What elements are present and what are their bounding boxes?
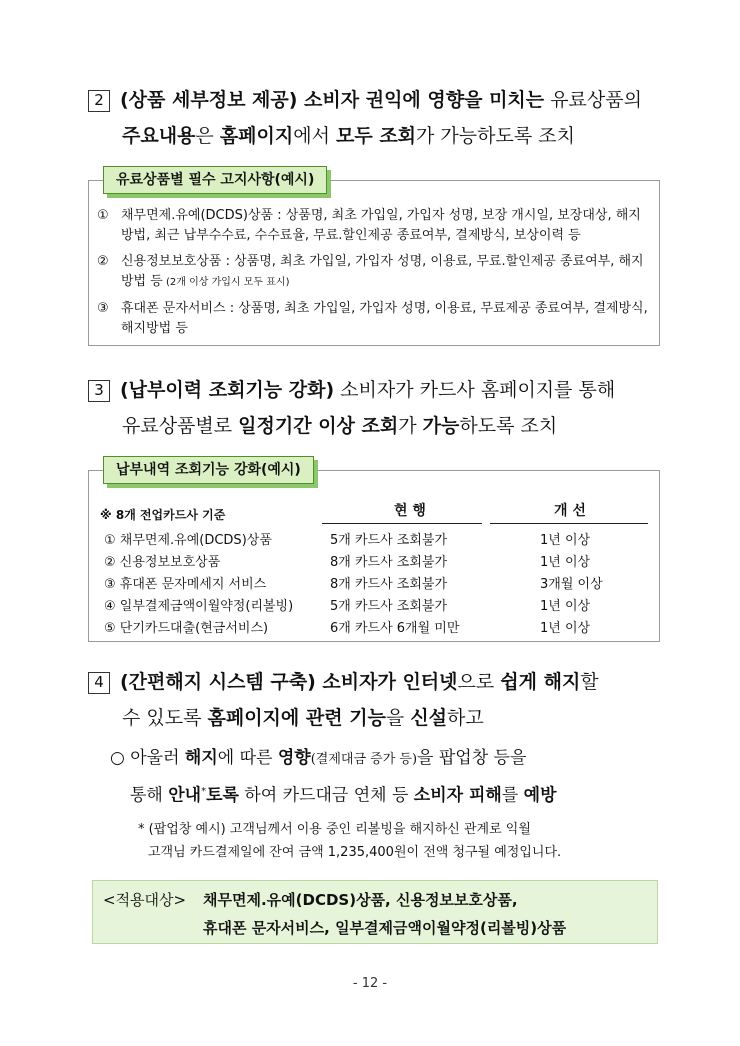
table-row-improved: 1년 이상: [540, 599, 591, 614]
table-row-current: 5개 카드사 조회불가: [330, 533, 447, 548]
list-item: ① 채무면제.유예(DCDS)상품 : 상품명, 최초 가입일, 가입자 성명, 보장 개시일, 보장대상, 해지방법, 최근 납부수수료, 수수료율, 무료.할인제공 종료여부, 결제방식, 보상이력 등: [97, 208, 641, 243]
table-note: ※ 8개 전업카드사 기준: [100, 508, 226, 522]
section-number-4: 4: [88, 672, 110, 694]
table-row-current: 5개 카드사 조회불가: [330, 599, 447, 614]
section-3-line-2: 유료상품별로 일정기간 이상 조회가 가능하도록 조치: [122, 415, 558, 437]
apply-label: <적용대상>: [103, 891, 187, 909]
section-4-title: (간편해지 시스템 구축): [120, 671, 316, 693]
section-2-heading: 2 (상품 세부정보 제공) 소비자 권익에 영향을 미치는 유료상품의 주요내용은 홈페이지에서 모두 조회가 가능하도록 조치: [88, 82, 668, 154]
notice-items-tag: 유료상품별 필수 고지사항(예시): [103, 166, 327, 194]
bullet-paragraph: ○ 아울러 해지에 따른 영향(결제대금 증가 등)을 팝업창 등을 통해 안내*토록 하여 카드대금 연체 등 소비자 피해를 예방: [110, 748, 557, 806]
table-row-improved: 1년 이상: [540, 621, 591, 636]
table-row-improved: 3개월 이상: [540, 577, 603, 592]
section-4-line-2: 수 있도록 홈페이지에 관련 기능을 신설하고: [122, 707, 484, 729]
table-row-current: 6개 카드사 6개월 미만: [330, 621, 460, 636]
payment-history-table: [100, 500, 660, 640]
table-row-name: ⑤ 단기카드대출(현금서비스): [104, 621, 269, 636]
table-row-current: 8개 카드사 조회불가: [330, 555, 447, 570]
list-item: ③ 휴대폰 문자서비스 : 상품명, 최초 가입일, 가입자 성명, 이용료, 무료제공 종료여부, 결제방식, 해지방법 등: [97, 301, 648, 336]
table-row-name: ② 신용정보보호상품: [104, 555, 221, 570]
section-2-title: (상품 세부정보 제공): [120, 89, 298, 111]
section-4-heading: 4 (간편해지 시스템 구축) 소비자가 인터넷으로 쉽게 해지할 수 있도록 홈페이지에 관련 기능을 신설하고: [88, 664, 668, 736]
table-row-name: ④ 일부결제금액이월약정(리볼빙): [104, 599, 294, 614]
section-3-heading: 3 (납부이력 조회기능 강화) 소비자가 카드사 홈페이지를 통해 유료상품별로 일정기간 이상 조회가 가능하도록 조치: [88, 372, 668, 444]
list-item: ② 신용정보보호상품 : 상품명, 최초 가입일, 가입자 성명, 이용료, 무료.할인제공 종료여부, 해지방법 등 (2개 이상 가입시 모두 표시): [97, 254, 644, 289]
table-row-improved: 1년 이상: [540, 533, 591, 548]
bullet-mark: ○: [110, 748, 125, 768]
section-number-2: 2: [88, 90, 110, 112]
column-header-current: 현 행: [394, 503, 426, 519]
section-3-title: (납부이력 조회기능 강화): [120, 379, 335, 401]
column-header-improved: 개 선: [554, 503, 586, 519]
table-row-improved: 1년 이상: [540, 555, 591, 570]
payment-history-tag: 납부내역 조회기능 강화(예시): [103, 456, 314, 484]
section-2-line-2: 주요내용은 홈페이지에서 모두 조회가 가능하도록 조치: [122, 125, 575, 147]
apply-target-box: <적용대상> 채무면제.유예(DCDS)상품, 신용정보보호상품, 휴대폰 문자서비스, 일부결제금액이월약정(리볼빙)상품: [92, 880, 658, 944]
notice-items-box: [88, 172, 660, 346]
footnote: * (팝업창 예시) 고객님께서 이용 중인 리볼빙을 해지하신 관계로 익월 고객님 카드결제일에 잔여 금액 1,235,400원이 전액 청구될 예정입니다.: [138, 822, 562, 860]
table-row-name: ③ 휴대폰 문자메세지 서비스: [104, 577, 267, 592]
table-row-name: ① 채무면제.유예(DCDS)상품: [104, 533, 272, 548]
section-number-3: 3: [88, 380, 110, 402]
table-row-current: 8개 카드사 조회불가: [330, 577, 447, 592]
page-number: - 12 -: [352, 976, 388, 991]
